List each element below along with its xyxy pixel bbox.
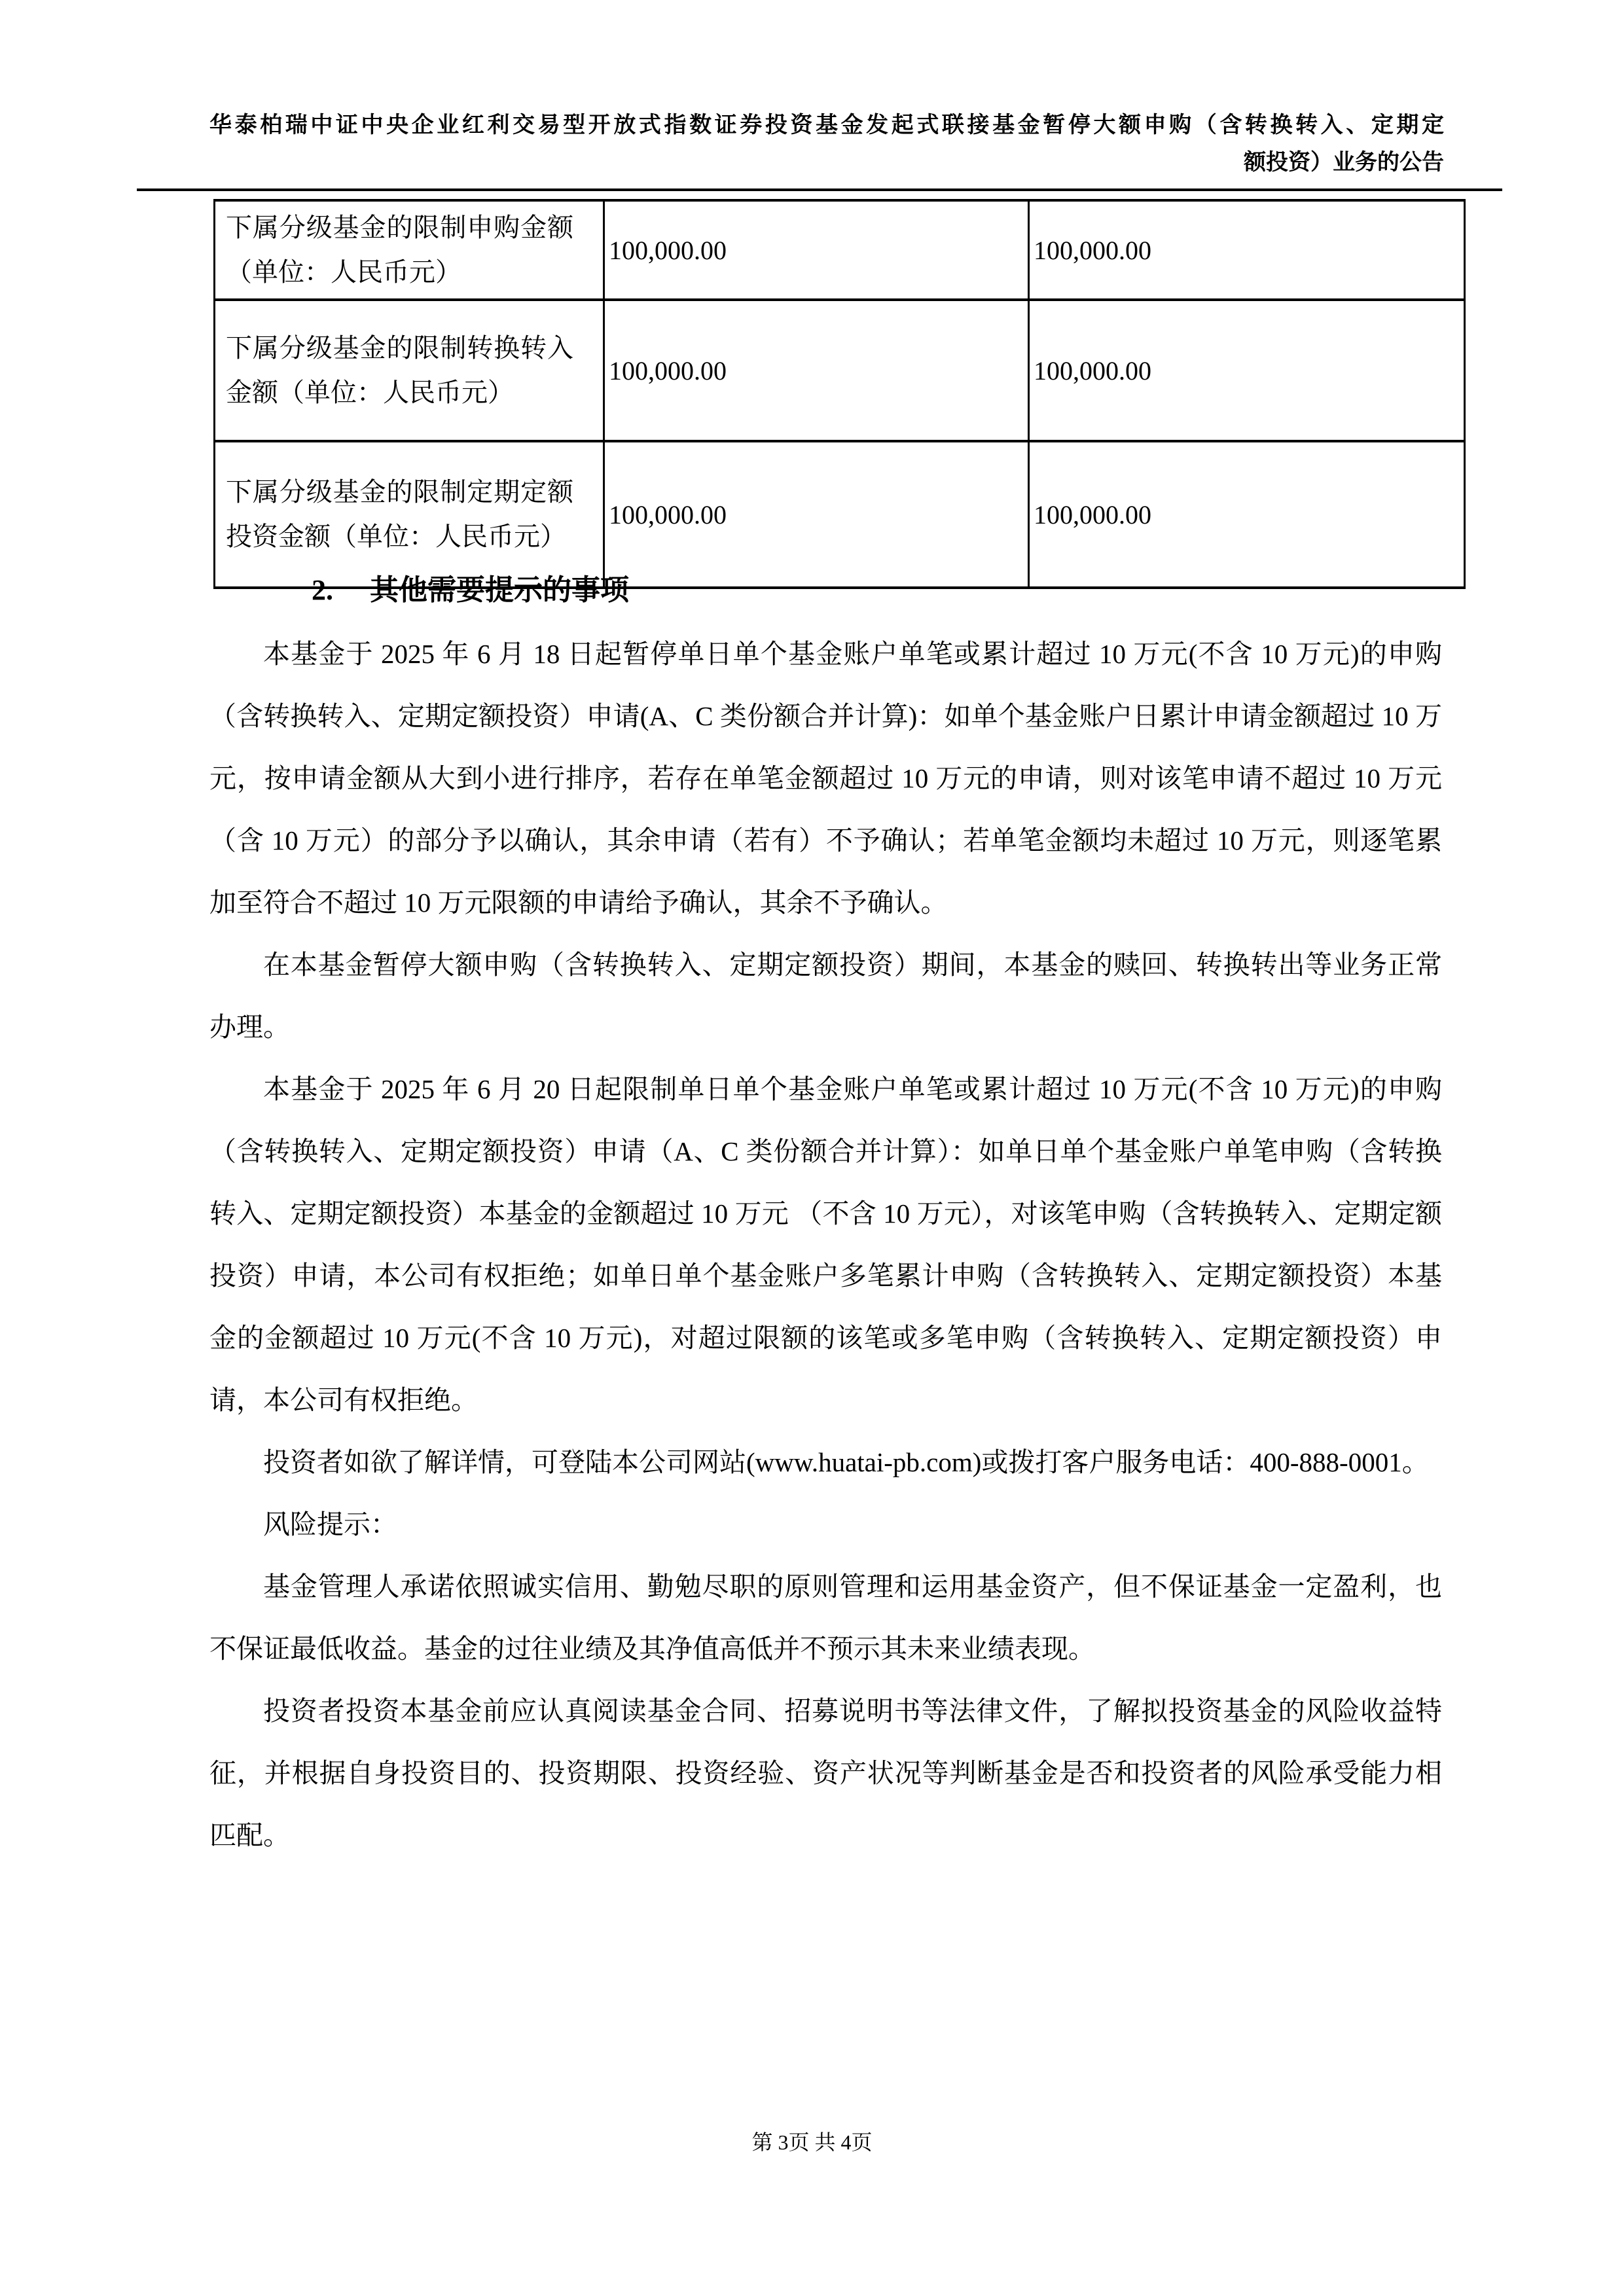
paragraph-contact-info: 投资者如欲了解详情，可登陆本公司网站(www.huatai-pb.com)或拨打客户服务电话：400-888-0001。	[263, 1447, 1429, 1477]
section-title: 其他需要提示的事项	[370, 574, 629, 606]
document-header	[209, 107, 1444, 181]
limit-label-cell: 下属分级基金的限制转换转入金额（单位：人民币元）	[215, 300, 604, 441]
limit-value-cell: 100,000.00	[604, 200, 1029, 300]
limit-label-cell: 下属分级基金的限制申购金额（单位：人民币元）	[215, 200, 604, 300]
limits-table	[213, 199, 1466, 589]
table-row	[215, 441, 1465, 588]
paragraph-risk-notice-label: 风险提示：	[263, 1509, 397, 1539]
paragraph-manager-commitment: 基金管理人承诺依照诚实信用、勤勉尽职的原则管理和运用基金资产，但不保证基金一定盈利，也不保证最低收益。基金的过往业绩及其净值高低并不预示其未来业绩表现。	[209, 1571, 1442, 1664]
document-title-line2: 额投资）业务的公告	[1244, 151, 1444, 175]
document-body	[209, 623, 1442, 1867]
page-number: 第 3页 共 4页	[751, 2130, 873, 2154]
paragraph-normal-business: 在本基金暂停大额申购（含转换转入、定期定额投资）期间，本基金的赎回、转换转出等业务正常办理。	[209, 950, 1442, 1042]
limit-value-cell: 100,000.00	[604, 441, 1029, 588]
paragraph-investor-advice: 投资者投资本基金前应认真阅读基金合同、招募说明书等法律文件，了解拟投资基金的风险收益特征，并根据自身投资目的、投资期限、投资经验、资产状况等判断基金是否和投资者的风险承受能力相匹配。	[209, 1696, 1442, 1850]
limit-label-cell: 下属分级基金的限制定期定额投资金额（单位：人民币元）	[215, 441, 604, 588]
paragraph-restriction-rule: 本基金于 2025 年 6 月 20 日起限制单日单个基金账户单笔或累计超过 10 万元(不含 10 万元)的申购（含转换转入、定期定额投资）申请（A、C 类份额合并计算）：如单日单个基金账户单笔申购（含转换转入、定期定额投资）本基金的金额超过 10 万元 （不含 10 万元），对该笔申购（含转换转入、定期定额投资）申请，本公司有权拒绝；如单日单个基金账户多笔累计申购（含转换转入、定期定额投资）本基金的金额超过 10 万元(不含 10 万元)，对超过限额的该笔或多笔申购（含转换转入、定期定额投资）申请，本公司有权拒绝。	[209, 1074, 1442, 1415]
page-footer	[0, 2128, 1624, 2156]
limit-value-cell: 100,000.00	[1029, 441, 1465, 588]
paragraph-suspension-rule: 本基金于 2025 年 6 月 18 日起暂停单日单个基金账户单笔或累计超过 10 万元(不含 10 万元)的申购（含转换转入、定期定额投资）申请(A、C 类份额合并计算)：如单个基金账户日累计申请金额超过 10 万元，按申请金额从大到小进行排序，若存在单笔金额超过 10 万元的申请，则对该笔申请不超过 10 万元（含 10 万元）的部分予以确认，其余申请（若有）不予确认；若单笔金额均未超过 10 万元，则逐笔累加至符合不超过 10 万元限额的申请给予确认，其余不予确认。	[209, 639, 1442, 918]
document-title-line1: 华泰柏瑞中证中央企业红利交易型开放式指数证券投资基金发起式联接基金暂停大额申购（含转换转入、定期定	[209, 113, 1444, 137]
limit-value-cell: 100,000.00	[1029, 300, 1465, 441]
section-number: 2.	[312, 574, 333, 606]
limit-value-cell: 100,000.00	[604, 300, 1029, 441]
table-row	[215, 200, 1465, 300]
table-row	[215, 300, 1465, 441]
section-heading	[312, 571, 629, 610]
header-divider	[137, 188, 1502, 191]
limit-value-cell: 100,000.00	[1029, 200, 1465, 300]
